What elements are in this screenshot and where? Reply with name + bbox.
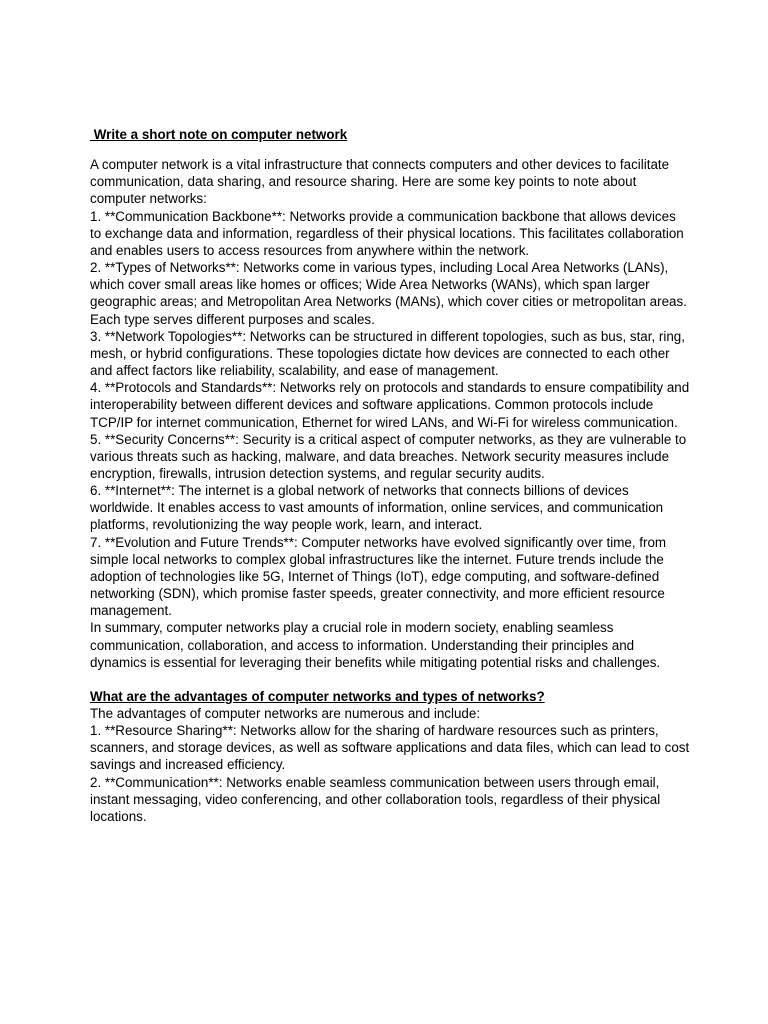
- summary-paragraph: In summary, computer networks play a crucial role in modern society, enabling seamless communication, collaboration, and access to information. Understanding their principles and dynamics is essential for leveraging their benefits while mitigating potential risks and challenges.: [90, 620, 661, 670]
- advantage-communication: 2. **Communication**: Networks enable seamless communication between users through email, instant messaging, video conferencing, and other collaboration tools, regardless of their physical locations.: [90, 774, 661, 824]
- point-communication-backbone: 1. **Communication Backbone**: Networks provide a communication backbone that allows devices to exchange data and information, regardless of their physical locations. This facilitates collaboration and enables users to access resources from anywhere within the network.: [90, 208, 684, 258]
- advantage-resource-sharing: 1. **Resource Sharing**: Networks allow for the sharing of hardware resources such as printers, scanners, and storage devices, as well as software applications and data files, which can lead to cost savings and increased efficiency.: [90, 723, 690, 773]
- point-protocols-and-standards: 4. **Protocols and Standards**: Networks rely on protocols and standards to ensure compatibility and interoperability between different devices and software applications. Common protocols include TCP/IP for internet communication, Ethernet for wired LANs, and Wi-Fi for wireless communication.: [90, 380, 690, 430]
- point-internet: 6. **Internet**: The internet is a global network of networks that connects billions of devices worldwide. It enables access to vast amounts of information, online services, and communication platforms, revolutionizing the way people work, learn, and interact.: [90, 483, 664, 533]
- document-page: [90, 126, 690, 825]
- intro-paragraph: A computer network is a vital infrastructure that connects computers and other devices to facilitate communication, data sharing, and resource sharing. Here are some key points to note about computer networks:: [90, 157, 670, 207]
- point-network-topologies: 3. **Network Topologies**: Networks can be structured in different topologies, such as bus, star, ring, mesh, or hybrid configurations. These topologies dictate how devices are connected to each other and affect factors like reliability, scalability, and ease of management.: [90, 328, 685, 379]
- point-security-concerns: 5. **Security Concerns**: Security is a critical aspect of computer networks, as they are vulnerable to various threats such as hacking, malware, and data breaches. Network security measures include encryption, firewalls, intrusion detection systems, and regular security audits.: [90, 431, 687, 481]
- section-heading-computer-network: Write a short note on computer network: [90, 127, 348, 142]
- section-heading-advantages: What are the advantages of computer networks and types of networks?: [90, 688, 545, 704]
- point-evolution-future-trends: 7. **Evolution and Future Trends**: Computer networks have evolved significantly over time, from simple local networks to complex global infrastructures like the internet. Future trends include the adoption of technologies like 5G, Internet of Things (IoT), edge computing, and software-defined networking (SDN), which promise faster speeds, greater connectivity, and more efficient resource management.: [90, 534, 667, 619]
- point-types-of-networks: 2. **Types of Networks**: Networks come in various types, including Local Area Networks (LANs), which cover small areas like homes or offices; Wide Area Networks (WANs), which span larger geographic areas; and Metropolitan Area Networks (MANs), which cover cities or metropolitan areas. Each type serves different purposes and scales.: [90, 260, 687, 327]
- advantages-intro: The advantages of computer networks are numerous and include:: [90, 706, 481, 721]
- section-spacer: [90, 671, 690, 688]
